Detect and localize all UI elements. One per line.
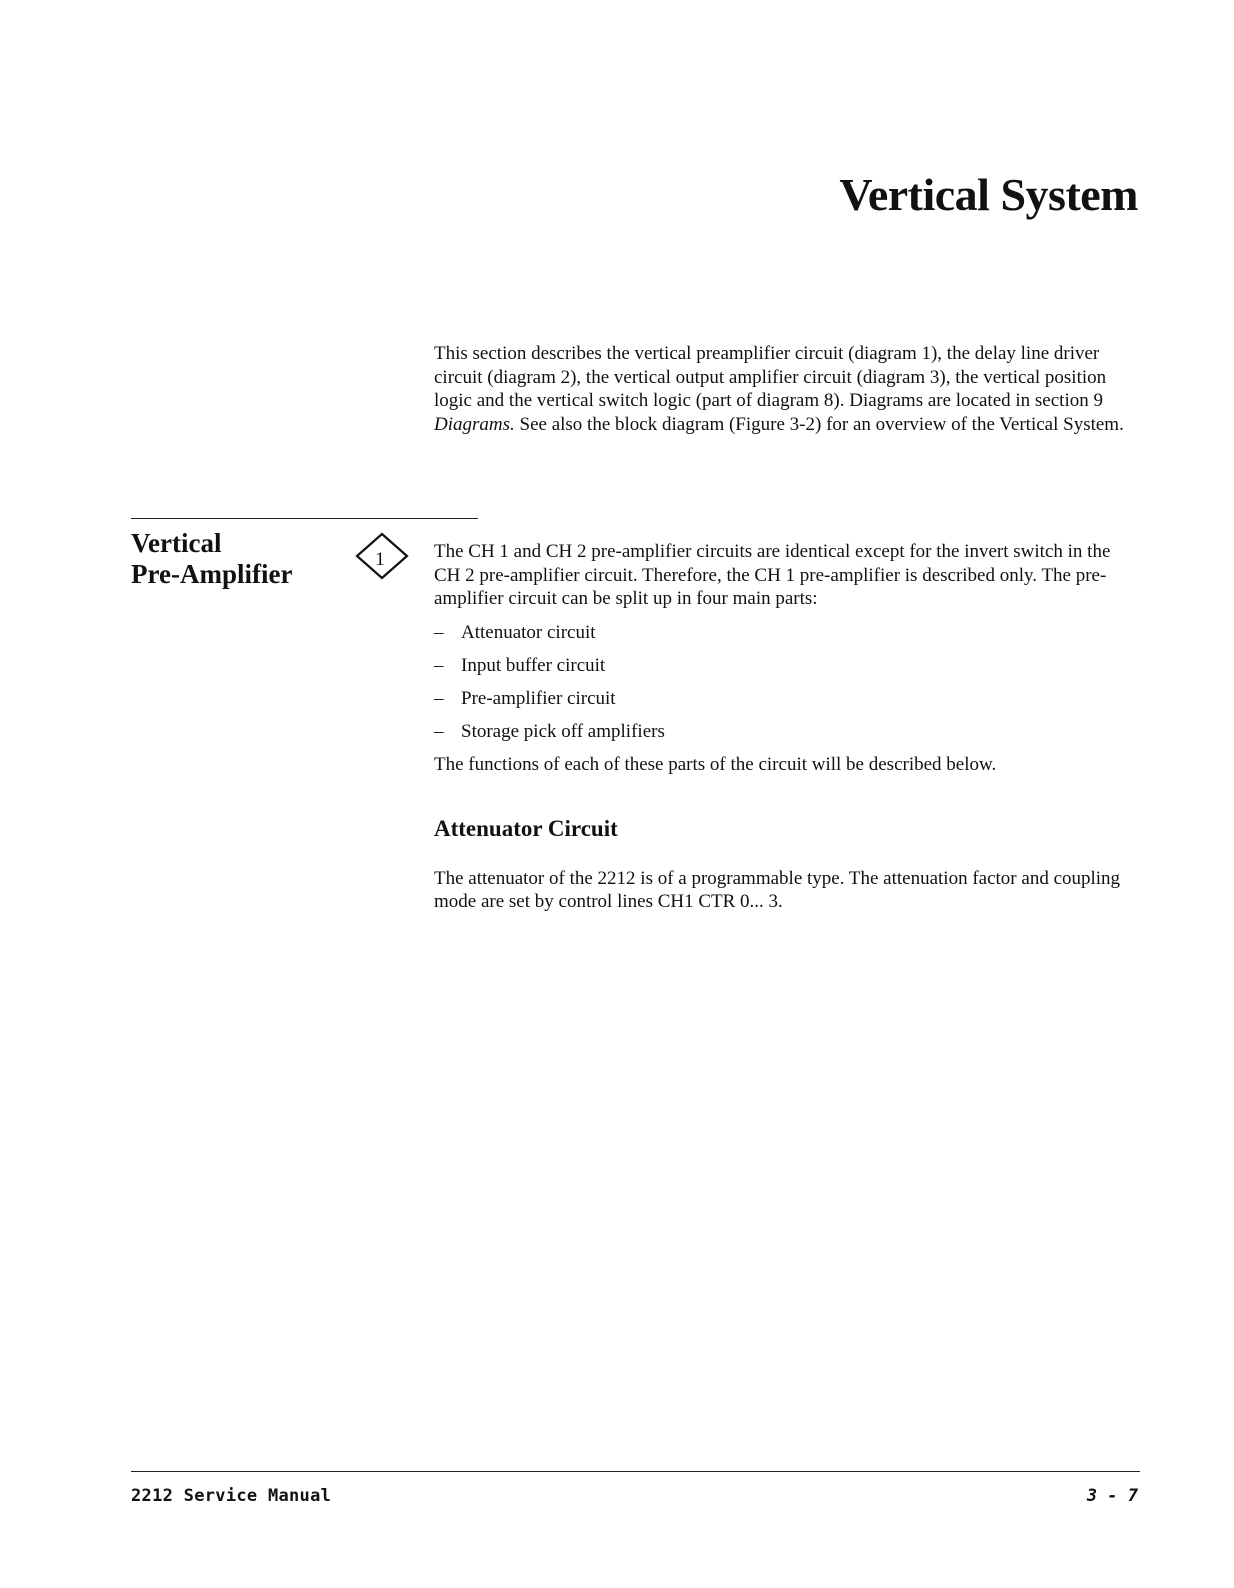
bullet-dash: – <box>434 621 444 643</box>
footer-divider <box>131 1471 1140 1472</box>
bullet-dash: – <box>434 654 444 676</box>
diagrams-italic-reference: Diagrams. <box>434 413 515 435</box>
intro-paragraph <box>434 342 1134 436</box>
subsection-paragraph: The attenuator of the 2212 is of a programmable type. The attenuation factor and coupling mode are set by control lines CH1 CTR 0... 3. <box>434 867 1121 913</box>
list-item-text: Input buffer circuit <box>461 654 606 676</box>
section-body <box>434 540 1140 914</box>
footer-manual-name: 2212 Service Manual <box>131 1486 332 1506</box>
diamond-badge-icon <box>355 532 409 580</box>
diagram-number: 1 <box>375 549 385 570</box>
section-heading-line2: Pre-Amplifier <box>131 559 293 589</box>
page-title: Vertical System <box>839 169 1138 220</box>
section-divider <box>131 518 478 519</box>
subsection-heading: Attenuator Circuit <box>434 815 618 841</box>
bullet-dash: – <box>434 687 444 709</box>
section-heading <box>131 528 292 590</box>
diagram-number-badge <box>355 532 409 580</box>
list-item <box>434 621 1140 645</box>
list-item <box>434 654 1140 678</box>
intro-text-start: This section describes the vertical preamplifier circuit (diagram 1), the delay line driver circuit (diagram 2), the vertical output amplifier circuit (diagram 3), the vertical position logic and the vertical switch logic (part of diagram 8). Diagrams are located in section 9 <box>434 343 1107 412</box>
list-item-text: Attenuator circuit <box>461 621 596 643</box>
parts-list <box>434 621 1140 744</box>
section-heading-line1: Vertical <box>131 528 222 558</box>
list-item-text: Storage pick off amplifiers <box>461 721 665 743</box>
intro-text-end: See also the block diagram (Figure 3-2) for an overview of the Vertical System. <box>514 413 1124 435</box>
section-paragraph: The CH 1 and CH 2 pre-amplifier circuits are identical except for the invert switch in the CH 2 pre-amplifier circuit. Therefore, the CH 1 pre-amplifier is described only. The pre-amplifier circuit can be split up in four main parts: <box>434 541 1111 610</box>
footer-page-number: 3 - 7 <box>1086 1486 1138 1506</box>
list-item-text: Pre-amplifier circuit <box>461 687 616 709</box>
functions-paragraph: The functions of each of these parts of the circuit will be described below. <box>434 754 997 776</box>
list-item <box>434 687 1140 711</box>
list-item <box>434 720 1140 744</box>
bullet-dash: – <box>434 721 444 743</box>
